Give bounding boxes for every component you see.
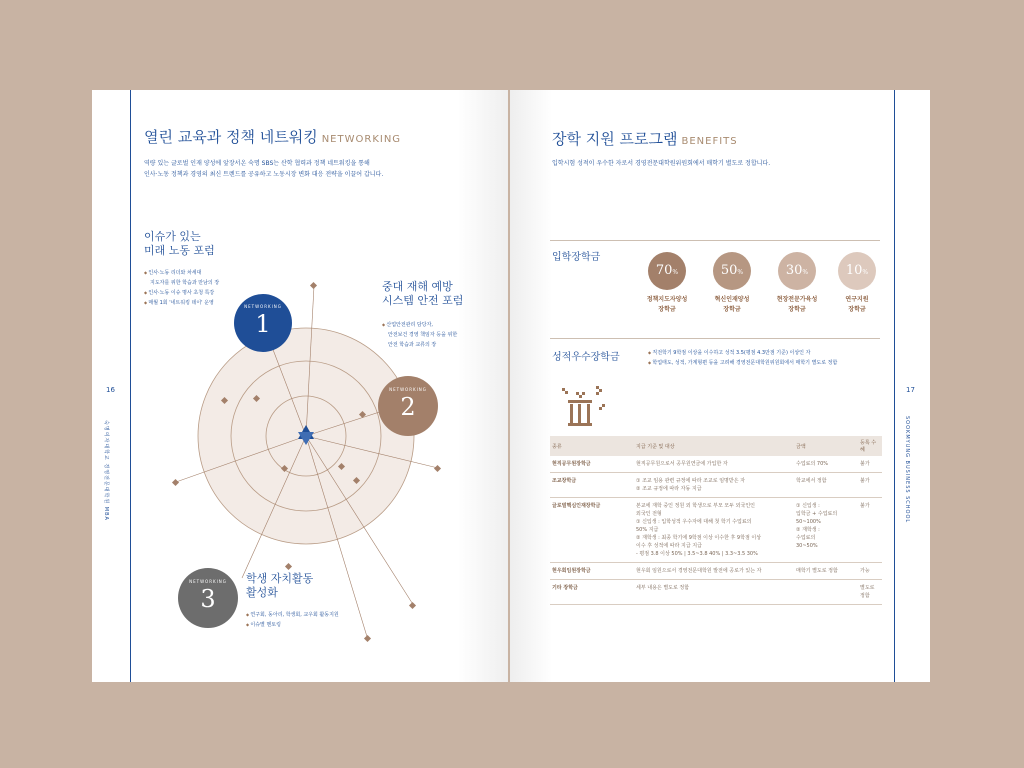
column-header: 금액 <box>794 436 858 456</box>
column-header: 지급 기준 및 대상 <box>634 436 794 456</box>
divider <box>550 240 880 241</box>
admission-title: 입학장학금 <box>552 252 601 263</box>
forum-2-list <box>382 320 457 350</box>
table-row: 현직공무원장학금 현직공무원으로서 공무원연금에 가입한 자 수업료의 70% 불가 <box>550 456 882 473</box>
node-marker <box>172 479 179 486</box>
scholarship-table <box>550 436 882 605</box>
pct-circle-50: 50% <box>713 252 751 290</box>
pct-circle-70: 70% <box>648 252 686 290</box>
node-marker <box>364 635 371 642</box>
table-row: 기타 장학금 세부 내용은 별도로 정함 별도로 정함 <box>550 580 882 605</box>
pct-label: 연구지원 장학금 <box>845 296 869 313</box>
table-row: 글로벌핵심인재장학금 본교에 재학 중인 정원 외 학생으로 부모 모두 외국인인 외국인 전형 ① 신입생 : 입학성적 우수자에 대해 첫 학기 수업료의 50% 지급 ② 재학생 : 최종 학기에 9학점 이상 이수한 후 9학점 이상 이수 후 성적에 따라 지급 지급 - 평점 3.8 이상 50% | 3.5~3.8 40% | 3.3~3.5 30% ① 신입생 : 입학금 + 수업료의 50~100% ② 재학생 : 수업료의 30~50% 불가 <box>550 498 882 563</box>
gift-icon <box>562 386 612 428</box>
forum-3-title: 학생 자치활동 활성화 <box>246 572 314 599</box>
page-title-right <box>552 128 738 149</box>
node-marker <box>434 465 441 472</box>
list-item: ◆ 매월 1회 '네트워킹 데이' 운영 <box>144 298 219 308</box>
badge-2: NETWORKING 2 <box>378 376 438 436</box>
forum-3-list <box>246 610 339 630</box>
list-item: ◆ 인사·노동 이슈 명사 초청 특강 <box>144 288 219 298</box>
page-number-right: 17 <box>906 386 915 394</box>
spine-line-right <box>894 90 895 682</box>
node-marker <box>409 602 416 609</box>
list-item: 안전 학습과 교류의 장 <box>388 342 437 348</box>
pct-label: 혁신인재양성 장학금 <box>714 296 750 313</box>
list-item: ◆ 학업태도, 성적, 가계형편 등을 고려해 경영전문대학원위원회에서 매학기 별도로 정함 <box>648 358 837 368</box>
list-item: ◆ 이슈별 멘토링 <box>246 620 339 630</box>
table-header-row <box>550 436 882 456</box>
pct-label: 정책지도자양성 장학금 <box>646 296 688 313</box>
column-header: 등록 수혜 <box>858 436 882 456</box>
forum-2-title: 중대 재해 예방 시스템 안전 포럼 <box>382 280 464 307</box>
merit-criteria <box>648 348 837 368</box>
node-marker <box>310 282 317 289</box>
list-item: ◆ 인사·노동 리더와 차세대 <box>144 268 219 278</box>
left-page <box>92 90 508 682</box>
pct-label: 현장전문가육성 장학금 <box>776 296 818 313</box>
title-english: NETWORKING <box>321 134 402 145</box>
list-item: 안전보건 경영 책임자 등을 위한 <box>388 332 458 338</box>
list-item: ◆ 직전학기 9학점 이상을 이수하고 성적 3.5(평점 4.3만점 기준) 이상인 자 <box>648 348 837 358</box>
benefits-intro: 입학시험 성적이 우수한 자로서 경영전문대학원위원회에서 매학기 별도로 정합니다. <box>552 160 771 167</box>
pct-circle-30: 30% <box>778 252 816 290</box>
right-page <box>510 90 930 682</box>
table-row: 현우회임원장학금 현우회 임원으로서 경영전문대학원 발전에 공로가 있는 자 매학기 별도로 정함 가능 <box>550 563 882 580</box>
title-english: BENEFITS <box>681 136 738 147</box>
badge-3: NETWORKING 3 <box>178 568 238 628</box>
intro-line-1: 역량 있는 글로벌 인재 양성에 앞장서온 숙명 SBS는 산학 협력과 정책 네트워킹을 통해 <box>144 160 370 167</box>
spine-text-left: 숙명여자대학교 경영전문대학원 MBA <box>103 420 109 521</box>
title-korean: 열린 교육과 정책 네트워킹 <box>144 128 318 146</box>
list-item: ◆ 연구회, 동아리, 학생회, 교우회 활동지원 <box>246 610 339 620</box>
title-korean: 장학 지원 프로그램 <box>552 130 678 148</box>
intro-line-2: 인사·노동 정책과 경영의 최신 트렌드를 공유하고 노동시장 변화 대응 전략을 이끌어 갑니다. <box>144 171 384 178</box>
column-header: 종류 <box>550 436 634 456</box>
table-row: 조교장학금 ① 조교 임용 관련 규정에 따라 조교로 임명받은 자 ② 조교 규정에 따라 자동 지급 학교에서 정함 불가 <box>550 473 882 498</box>
pct-circle-10: 10% <box>838 252 876 290</box>
list-item: 지도자를 위한 학습과 만남의 장 <box>150 280 220 286</box>
forum-1-list <box>144 268 219 308</box>
badge-1: NETWORKING 1 <box>234 294 292 352</box>
merit-title: 성적우수장학금 <box>552 352 620 363</box>
forum-1-title: 이슈가 있는 미래 노동 포럼 <box>144 230 215 257</box>
spine-text-right: SOOKMYUNG BUSINESS SCHOOL <box>904 416 910 524</box>
divider <box>550 338 880 339</box>
node-marker <box>285 563 292 570</box>
list-item: ◆ 산업안전관리 담당자, <box>382 320 457 330</box>
page-number-left: 16 <box>106 386 115 394</box>
